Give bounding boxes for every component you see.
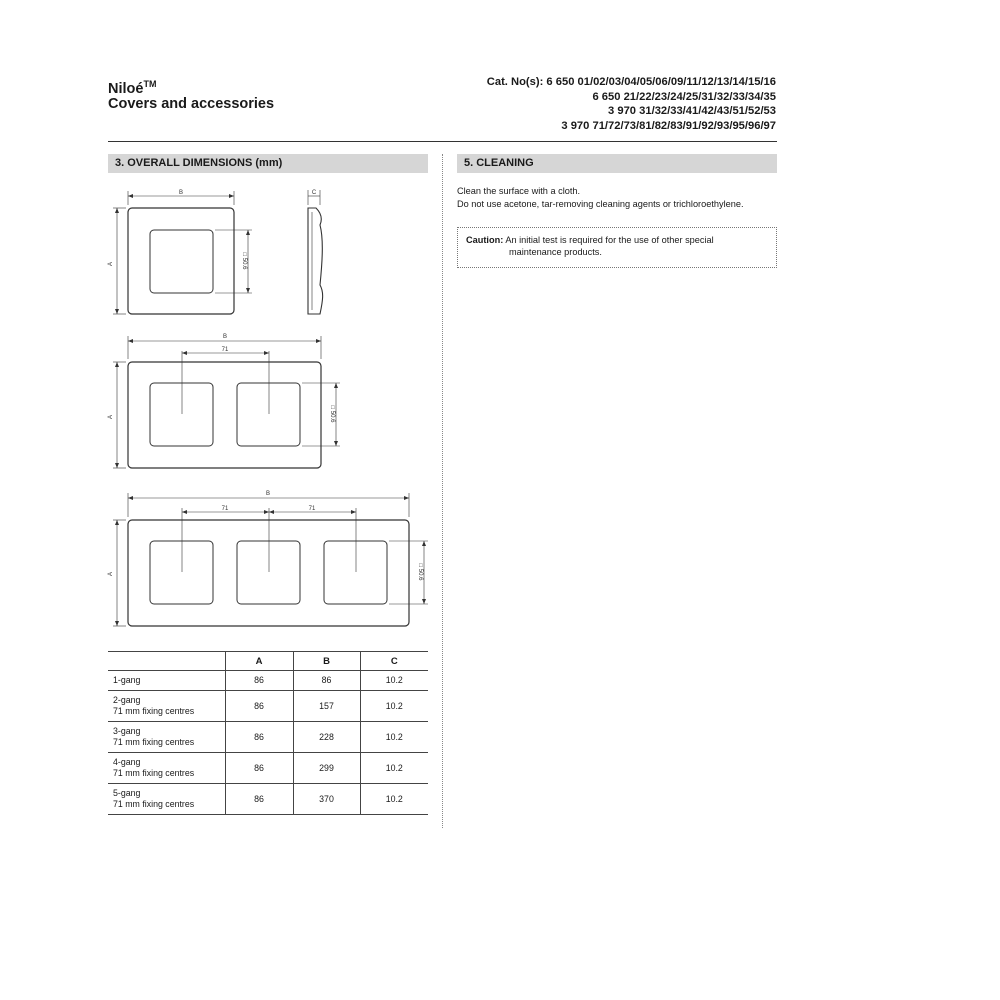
aperture-label-1: □ 50.6: [241, 252, 247, 270]
caution-line-2: maintenance products.: [509, 247, 602, 257]
cell-a: 86: [225, 784, 293, 815]
row-label: 4-gang 71 mm fixing centres: [108, 753, 225, 784]
drawing-2-gang: [108, 334, 340, 468]
table-header-row: [108, 652, 428, 671]
table-header-a: A: [225, 652, 293, 671]
product-subtitle: Covers and accessories: [108, 96, 275, 112]
table-row: [108, 753, 428, 784]
cell-b: 299: [293, 753, 360, 784]
cleaning-line-1: Clean the surface with a cloth.: [457, 186, 581, 196]
caution-line-1: An initial test is required for the use of other special: [505, 235, 714, 245]
table-row: [108, 784, 428, 815]
cell-c: 10.2: [360, 784, 428, 815]
section-3-heading: 3. OVERALL DIMENSIONS (mm): [108, 154, 428, 173]
row-label: 1-gang: [108, 671, 225, 691]
table-row: [108, 671, 428, 691]
aperture-label-3: □ 50.6: [417, 563, 423, 581]
dim-b-label-3: B: [265, 491, 271, 497]
row-label: 2-gang 71 mm fixing centres: [108, 691, 225, 722]
section-5-heading: 5. CLEANING: [457, 154, 777, 173]
catalog-line-3: 3 970 31/32/33/41/42/43/51/52/53: [608, 105, 776, 117]
drawing-3-gang: [108, 491, 428, 626]
catalog-line-1: Cat. No(s): 6 650 01/02/03/04/05/06/09/11/12/13/14/15/16: [486, 76, 776, 88]
catalog-line-2: 6 650 21/22/23/24/25/31/32/33/34/35: [592, 90, 776, 103]
cell-c: 10.2: [360, 722, 428, 753]
cell-b: 228: [293, 722, 360, 753]
dim-a-label-2: A: [108, 414, 114, 420]
cell-c: 10.2: [360, 671, 428, 691]
drawing-1-gang: [108, 190, 252, 314]
table-header-empty: [108, 652, 225, 671]
cell-a: 86: [225, 722, 293, 753]
fixing-label-3a: 71: [221, 506, 229, 512]
cleaning-line-2: Do not use acetone, tar-removing cleaning agents or trichloroethylene.: [457, 198, 744, 209]
cell-b: 157: [293, 691, 360, 722]
table-header-b: B: [293, 652, 360, 671]
fixing-label-2: 71: [221, 347, 229, 353]
dim-a-label-3: A: [108, 571, 114, 577]
drawing-side-profile: [308, 190, 323, 314]
fixing-label-3b: 71: [308, 506, 316, 512]
cell-a: 86: [225, 671, 293, 691]
row-label: 5-gang 71 mm fixing centres: [108, 784, 225, 815]
dim-b-label-1: B: [178, 190, 184, 196]
cell-c: 10.2: [360, 691, 428, 722]
cell-b: 86: [293, 671, 360, 691]
dimensions-table: [108, 651, 428, 815]
table-header-c: C: [360, 652, 428, 671]
trademark-mark: TM: [143, 79, 157, 89]
aperture-label-2: □ 50.6: [329, 405, 335, 423]
dim-a-label-1: A: [108, 261, 114, 267]
cell-a: 86: [225, 753, 293, 784]
product-name: Niloé: [108, 80, 144, 97]
cell-b: 370: [293, 784, 360, 815]
cell-c: 10.2: [360, 753, 428, 784]
table-row: [108, 722, 428, 753]
cell-a: 86: [225, 691, 293, 722]
dim-b-label-2: B: [222, 334, 228, 340]
dim-c-label: C: [311, 190, 317, 196]
catalog-line-4: 3 970 71/72/73/81/82/83/91/92/93/95/96/97: [561, 119, 776, 132]
table-row: [108, 691, 428, 722]
row-label: 3-gang 71 mm fixing centres: [108, 722, 225, 753]
caution-label: Caution:: [466, 235, 504, 245]
